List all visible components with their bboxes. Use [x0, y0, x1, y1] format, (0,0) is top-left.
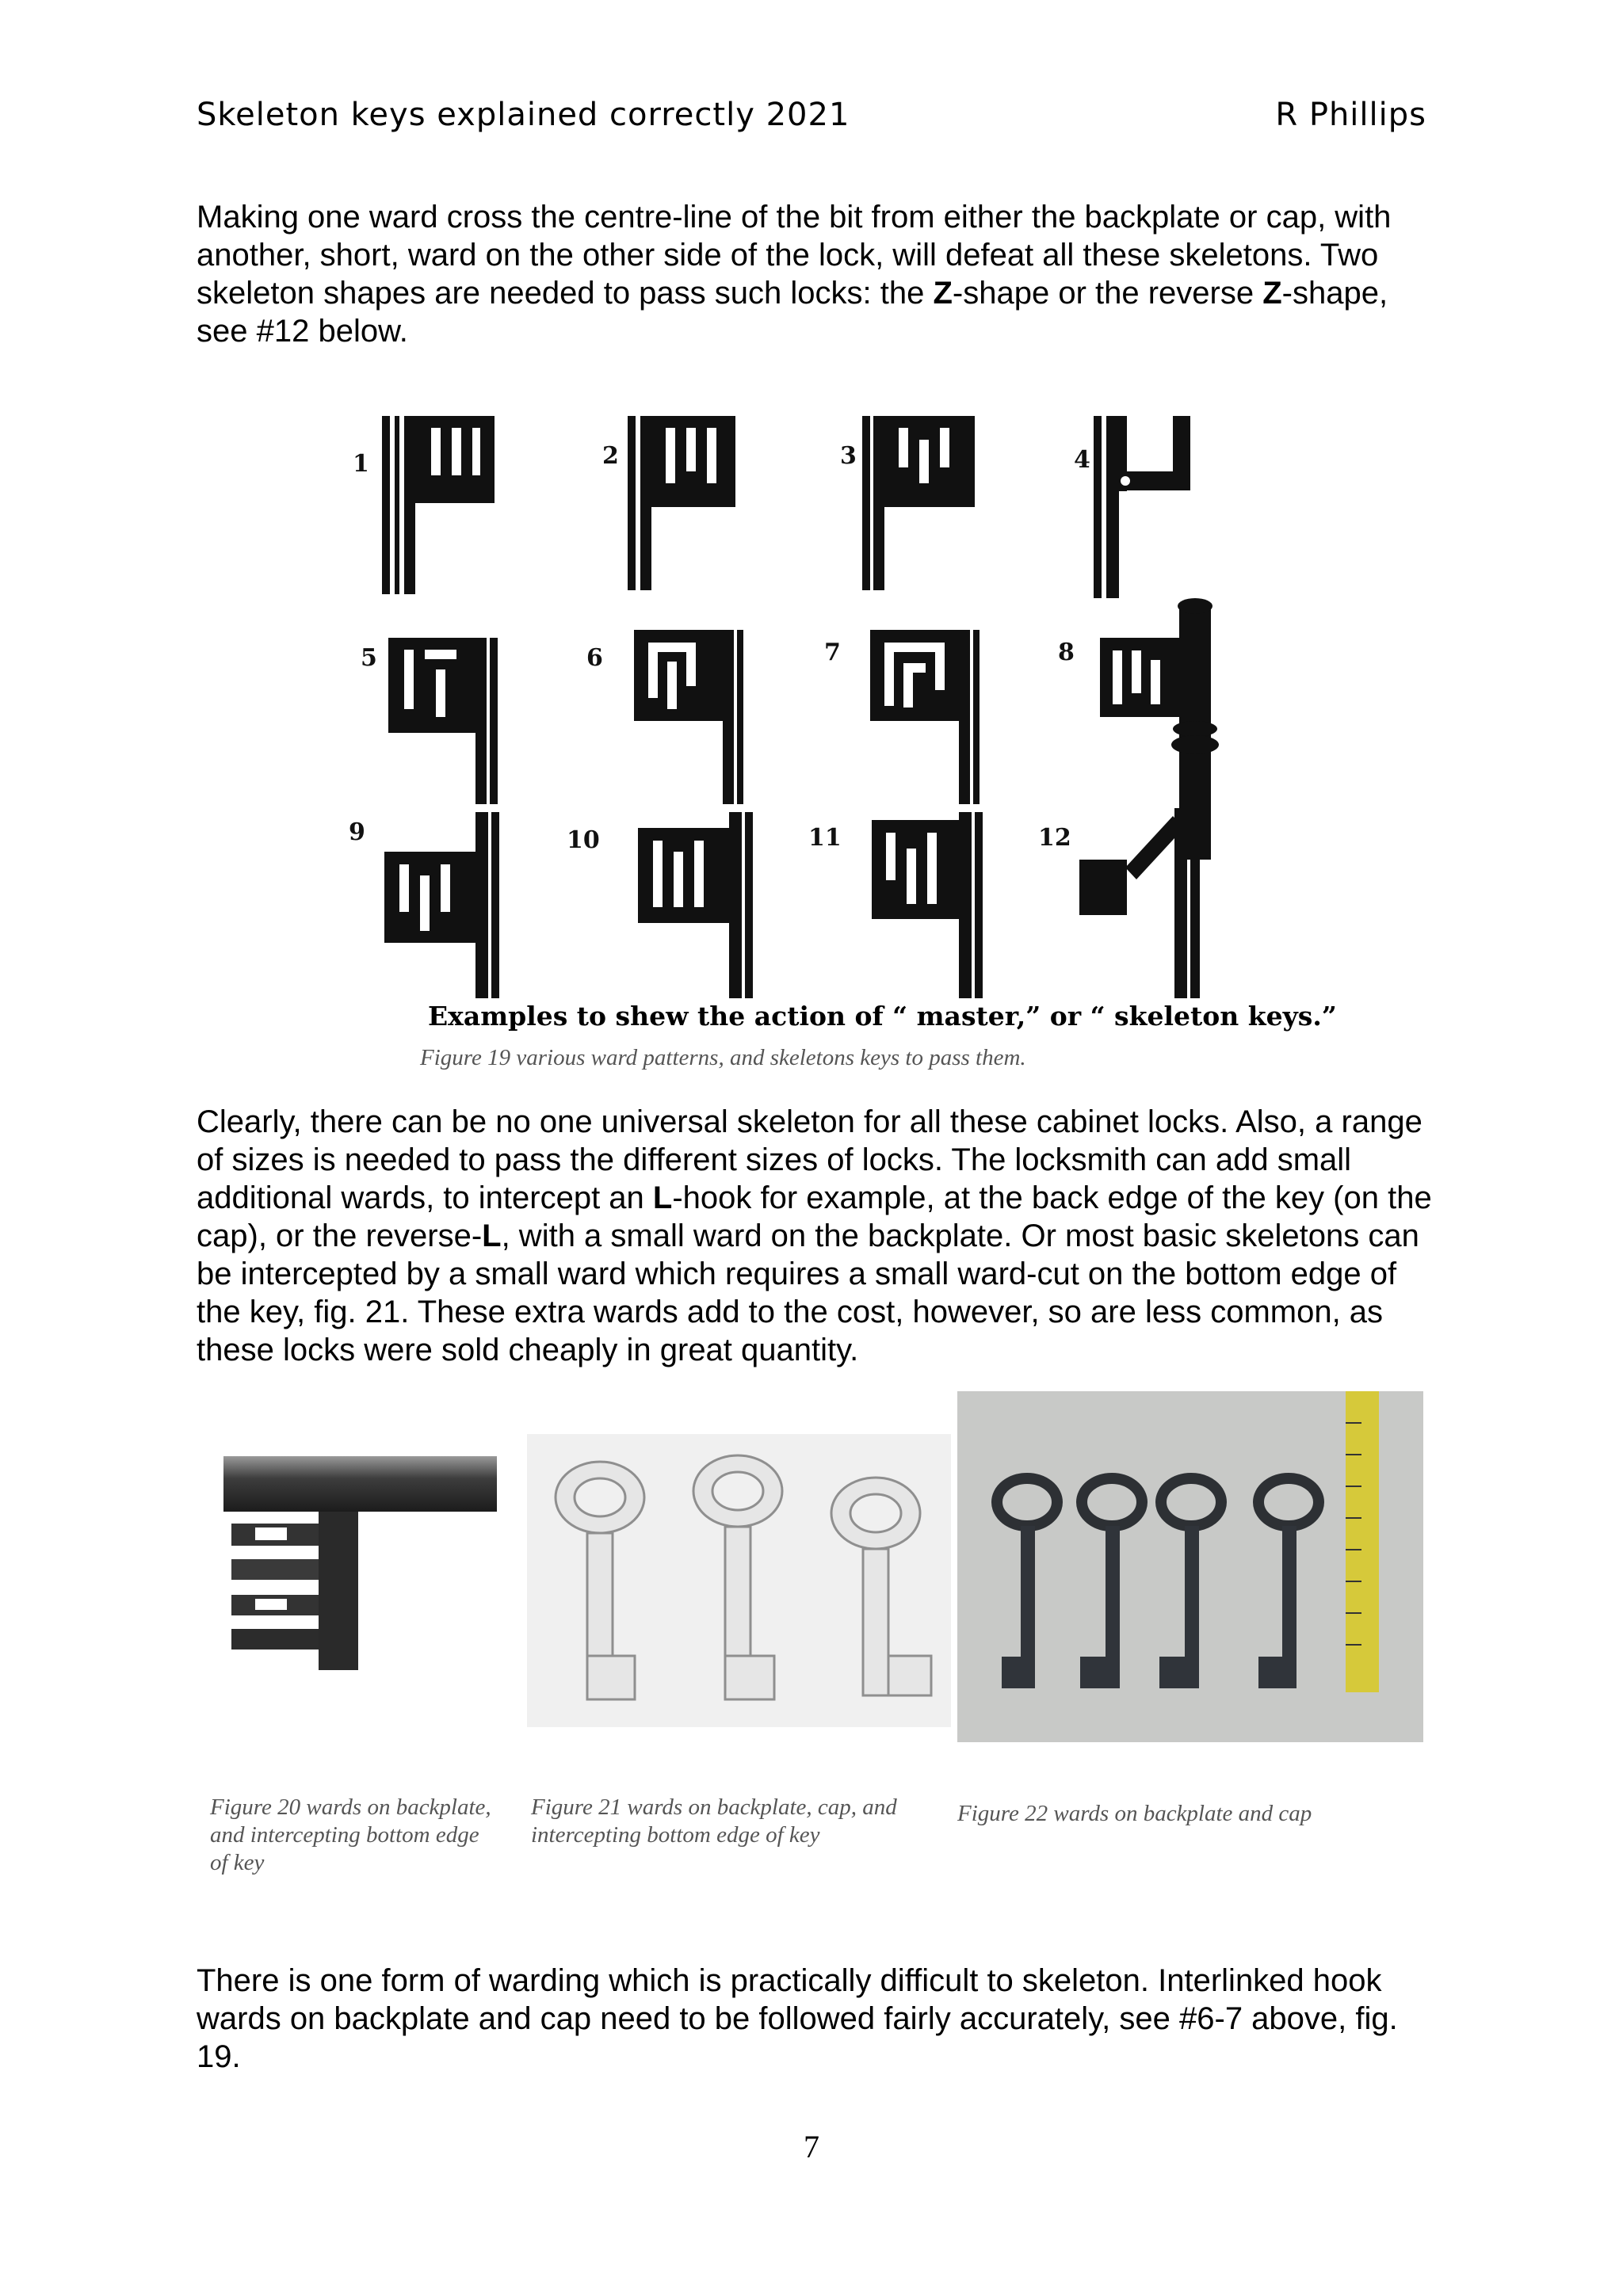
figure-22-keys-photo — [957, 1391, 1423, 1742]
ward-pattern-7 — [870, 630, 980, 804]
ward-pattern-4 — [1094, 416, 1190, 598]
ward-pattern-11 — [872, 812, 983, 998]
ward-number: 9 — [349, 818, 365, 846]
ward-pattern-3 — [862, 416, 975, 590]
ward-pattern-6 — [634, 630, 743, 804]
ward-number: 7 — [824, 639, 841, 666]
ward-pattern-12 — [1079, 808, 1200, 998]
running-header-author: R Phillips — [1275, 97, 1426, 133]
ward-number: 4 — [1074, 446, 1090, 474]
ward-number: 5 — [361, 644, 377, 672]
figure-22-caption: Figure 22 wards on backplate and cap — [957, 1801, 1312, 1826]
ward-number: 3 — [840, 442, 857, 470]
ward-number: 12 — [1038, 824, 1071, 852]
ward-number: 6 — [586, 644, 603, 672]
paragraph-1: Making one ward cross the centre-line of the bit from either the backplate or cap, with another, short, ward on the other side of the lock, will defeat all these skeletons. Two skeleton shapes are needed to pass such locks: the Z-shape or the reverse Z-shape, see #12 below. — [197, 200, 1392, 349]
figure-21-keys-drawing — [527, 1434, 951, 1727]
running-header-title: Skeleton keys explained correctly 2021 — [197, 97, 850, 133]
ward-number: 8 — [1058, 639, 1075, 666]
ward-number: 10 — [567, 826, 600, 854]
ward-pattern-2 — [628, 416, 735, 590]
figure-19-ward-patterns — [333, 408, 1252, 1010]
ward-pattern-5 — [388, 638, 498, 804]
figure-19-caption: Figure 19 various ward patterns, and skeletons keys to pass them. — [420, 1045, 1026, 1070]
paragraph-3: There is one form of warding which is practically difficult to skeleton. Interlinked hook wards on backplate and cap need to be followed fairly accurately, see #6-7 above, fig. 19. — [197, 1963, 1398, 2074]
figure-20-key-photo — [223, 1448, 497, 1670]
ward-number: 11 — [808, 824, 842, 852]
ward-pattern-9 — [384, 812, 499, 998]
ward-number: 1 — [353, 450, 369, 478]
ward-pattern-1 — [382, 416, 495, 594]
ward-pattern-10 — [638, 812, 753, 998]
ward-pattern-8 — [1100, 598, 1219, 860]
ward-number: 2 — [602, 442, 619, 470]
figure-19-plate-caption: Examples to shew the action of “ master,” or “ skeleton keys.” — [428, 1001, 1337, 1032]
figure-21-caption: Figure 21 wards on backplate, cap, and intercepting bottom edge of key — [531, 1794, 897, 1848]
paragraph-2: Clearly, there can be no one universal skeleton for all these cabinet locks. Also, a range of sizes is needed to pass the different sizes of locks. The locksmith can add small additional wards, to intercept an L-hook for example, at the back edge of the key (on the cap), or the reverse-L, with a small ward on the backplate. Or most basic skeletons can be intercepted by a small ward which requires a small ward-cut on the bottom edge of the key, fig. 21. These extra wards add to the cost, however, so are less common, as these locks were sold cheaply in great quantity. — [197, 1104, 1432, 1367]
page-number: 7 — [804, 2129, 819, 2164]
figure-20-caption: Figure 20 wards on backplate, and intercepting bottom edge of key — [210, 1794, 491, 1875]
